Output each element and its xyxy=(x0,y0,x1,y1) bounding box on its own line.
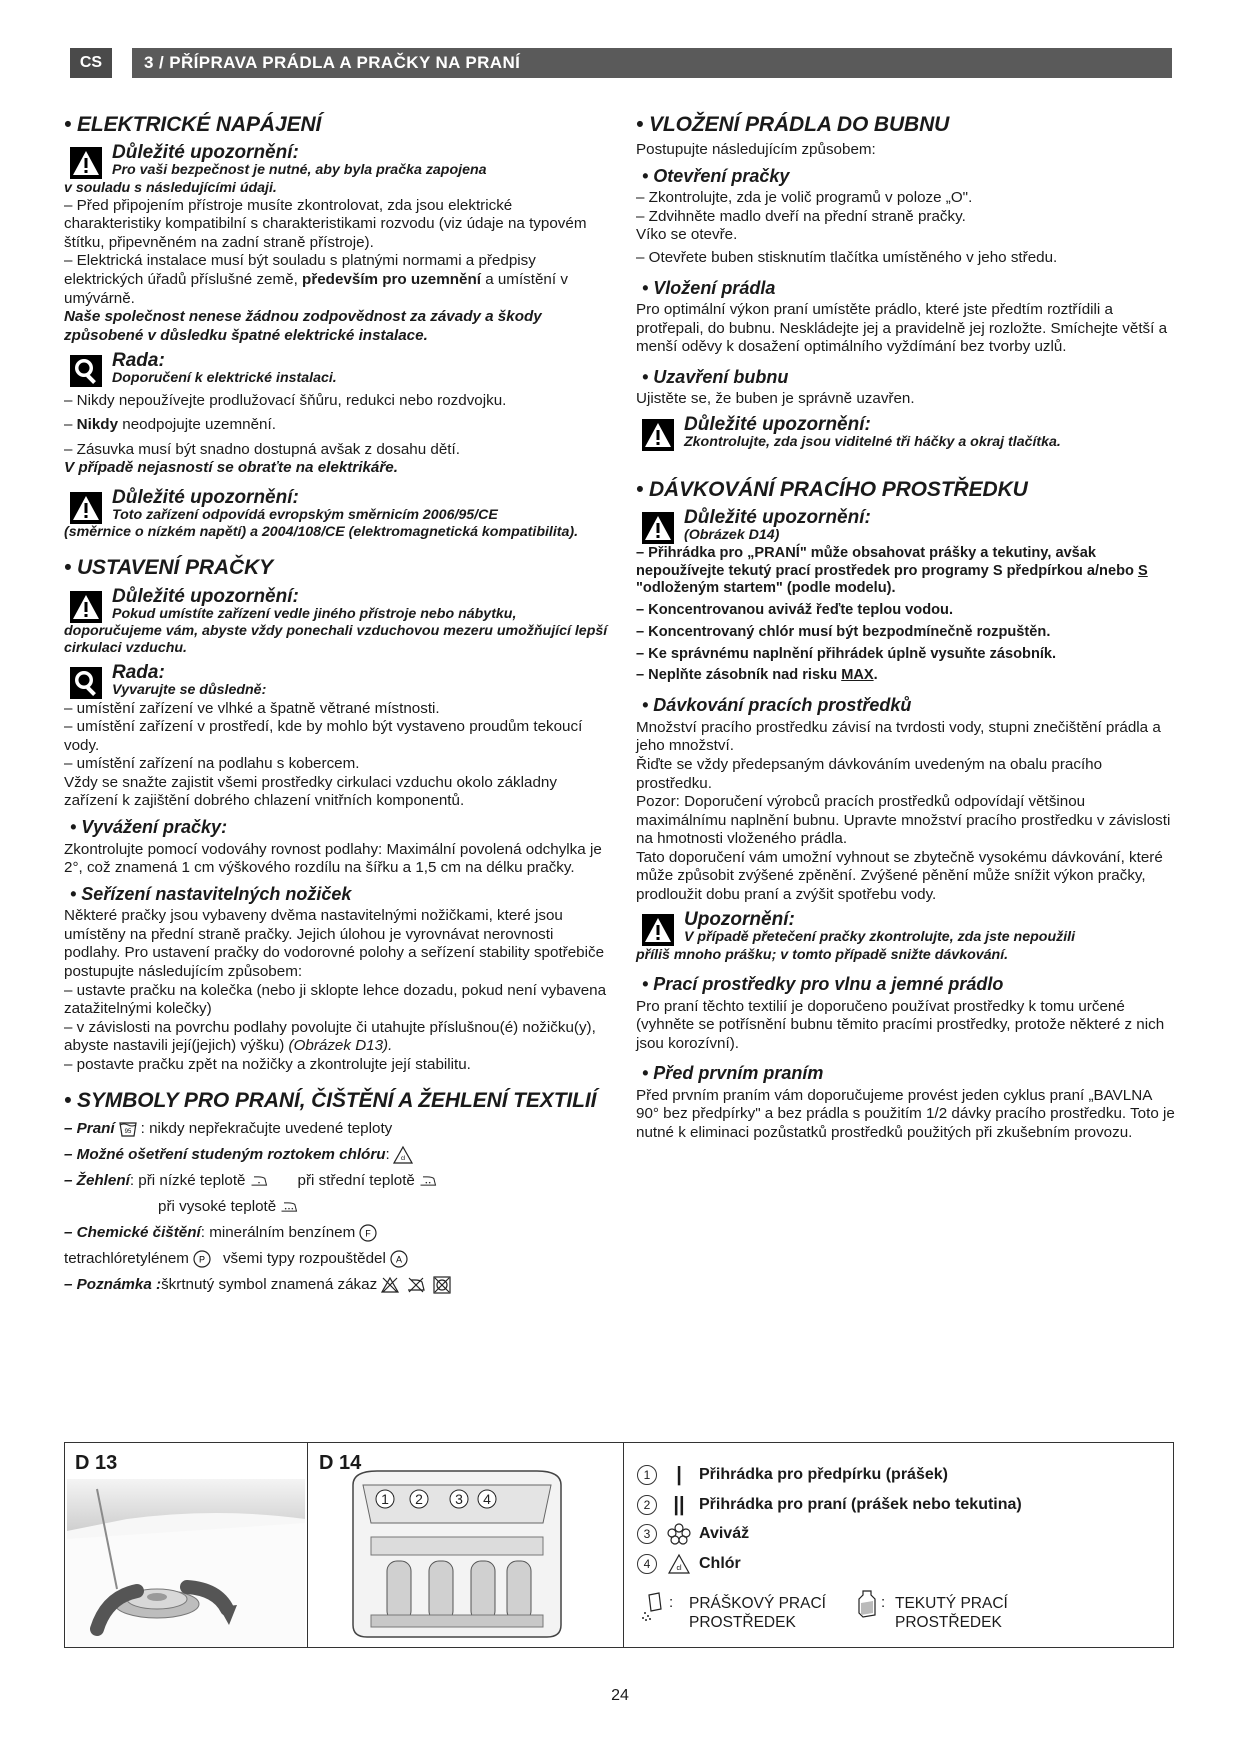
magnifier-icon xyxy=(70,667,102,699)
svg-text:1: 1 xyxy=(381,1491,389,1507)
list-item: – Nikdy neodpojujte uzemnění. xyxy=(64,416,276,434)
detergent-drawer-illustration xyxy=(347,1465,567,1643)
section-title-symbols: • SYMBOLY PRO PRANÍ, ČIŠTĚNÍ A ŽEHLENÍ TEXTILIÍ xyxy=(64,1089,597,1113)
paragraph: – postavte pračku zpět na nožičky a zkontrolujte její stabilitu. xyxy=(64,1055,471,1073)
chlorine-triangle-icon xyxy=(393,1145,413,1165)
dryclean-f-icon xyxy=(358,1223,378,1243)
dryclean-a-icon xyxy=(389,1249,409,1269)
note-body: V případě přetečení pračky zkontrolujte, zda jste nepoužili xyxy=(684,929,1076,946)
paragraph: Pozor: Doporučení výrobců pracích prostředků odpovídají většinou maximálnímu naplnění bubnu. Upravte množství pracího prostředku v závislosti na hmotnosti vloženého prádla. xyxy=(636,793,1171,848)
note-title: Rada: xyxy=(112,350,165,372)
paragraph: – v závislosti na povrchu podlahy povolujte či utahujte příslušnou(é) nožičku(y), abyste nastavili její(jejich) výšku) (Obrázek D13). xyxy=(64,1018,596,1055)
note-title: Důležité upozornění: xyxy=(112,585,299,607)
warning-note xyxy=(64,587,610,658)
note-body-cont: (směrnice o nízkém napětí) a 2004/108/CE (elektromagnetická kompatibilita). xyxy=(64,524,579,540)
section-title-installation: • USTAVENÍ PRAČKY xyxy=(64,556,274,580)
symbol-row: tetrachlóretylénem P všemi typy rozpouštědel A xyxy=(64,1249,610,1269)
note-body: (Obrázek D14) xyxy=(684,527,780,544)
paragraph: Řiďte se vždy předepsaným dávkováním uvedeným na obalu pracího prostředku. xyxy=(636,755,1103,792)
figure-label-d14: D 14 xyxy=(319,1452,362,1474)
paragraph: – Přihrádka pro „PRANÍ" může obsahovat prášky a tekutiny, avšak nepoužívejte tekutý prací prostředek pro programy S předpírkou a/nebo S "odloženým startem" (podle modelu). xyxy=(636,544,1148,597)
paragraph: Pro optimální výkon praní umístěte prádlo, které jste předtím roztřídili a protřepali, do bubnu. Neskládejte jej a pravidelně jej rozložte. Smíchejte větší a menší oděvy k dosažení optimálního vyždímání bez tvorby uzlů. xyxy=(636,301,1168,356)
note-body: Toto zařízení odpovídá evropským směrnicím 2006/95/CE xyxy=(112,506,498,523)
warning-note xyxy=(64,143,610,197)
machine-foot-illustration xyxy=(67,1479,305,1647)
svg-text:2: 2 xyxy=(415,1491,423,1507)
paragraph: – Neplňte zásobník nad risku MAX. xyxy=(636,667,878,684)
note-title: Důležité upozornění: xyxy=(684,507,871,529)
page-header: 3 / PŘÍPRAVA PRÁDLA A PRAČKY NA PRANÍ xyxy=(132,48,1172,78)
note-body-cont: doporučujeme vám, abyste vždy ponechali vzduchovou mezeru umožňující lepší cirkulaci vzduchu. xyxy=(64,622,608,657)
svg-text:F: F xyxy=(365,1228,371,1239)
liquid-detergent-icon xyxy=(855,1589,879,1619)
paragraph: Množství pracího prostředku závisí na tvrdosti vody, stupni znečištění prádla a jeho množství. xyxy=(636,718,1161,755)
warning-note xyxy=(636,415,1176,451)
note-title: Upozornění: xyxy=(684,909,795,931)
paragraph: – Ke správnému naplnění přihrádek úplně vysuňte zásobník. xyxy=(636,645,1057,662)
symbol-row: – Praní 95 : nikdy nepřekračujte uvedené teploty xyxy=(64,1119,610,1139)
legend-item: 4 cl Chlór xyxy=(637,1553,741,1575)
warning-note xyxy=(64,488,610,542)
iron-high-icon xyxy=(279,1197,299,1217)
chlorine-triangle-icon xyxy=(667,1553,691,1575)
paragraph: – umístění zařízení ve vlhké a špatně větrané místnosti. xyxy=(64,699,440,717)
warning-icon xyxy=(70,492,102,524)
paragraph: – Otevřete buben stisknutím tlačítka umístěného v jeho středu. xyxy=(636,248,1058,266)
legend-item: 3 Aviváž xyxy=(637,1523,749,1545)
note-body: Pro vaši bezpečnost je nutné, aby byla pračka zapojena xyxy=(112,162,487,179)
paragraph: Víko se otevře. xyxy=(636,226,738,244)
warning-icon xyxy=(642,512,674,544)
subsection-title: • Před prvním praním xyxy=(642,1063,824,1084)
figure-panel xyxy=(64,1442,1174,1648)
paragraph: – umístění zařízení v prostředí, kde by mohlo být vystaveno proudům tekoucí vody. xyxy=(64,718,583,754)
paragraph: Některé pračky jsou vybaveny dvěma nastavitelnými nožičkami, které jsou umístěny na přední straně pračky. Jejich úlohou je vyrovnávat nerovnosti podlahy. Pro ustavení pračky do vodorovné polohy a seřízení stability spotřebiče postupujte následujícím způsobem: xyxy=(64,907,605,980)
note-body: Pokud umístíte zařízení vedle jiného přístroje nebo nábytku, xyxy=(112,605,517,622)
wash-tub-icon xyxy=(118,1119,138,1139)
list-item: – Zásuvka musí být snadno dostupná avšak z dosahu dětí. xyxy=(64,440,460,458)
paragraph: – Před připojením přístroje musíte zkontrolovat, zda jsou elektrické charakteristiky kompatibilní s charakteristikami rozvodu (viz údaje na typovém štítku, připevněném na zadní straně přístroje). xyxy=(64,196,587,251)
crossed-dryclean-icon xyxy=(432,1275,452,1295)
section-title-loading: • VLOŽENÍ PRÁDLA DO BUBNU xyxy=(636,113,950,136)
liquid-label: TEKUTÝ PRACÍ PROSTŘEDEK xyxy=(895,1595,1008,1632)
warning-icon xyxy=(70,591,102,623)
powder-label: PRÁŠKOVÝ PRACÍ PROSTŘEDEK xyxy=(689,1595,826,1632)
legend-item: 1 | Přihrádka pro předpírku (prášek) xyxy=(637,1463,948,1487)
svg-text:P: P xyxy=(198,1254,205,1265)
subsection-title: • Seřízení nastavitelných nožiček xyxy=(70,883,352,904)
colon: : xyxy=(881,1594,886,1611)
paragraph: – Koncentrovanou aviváž řeďte teplou vodou. xyxy=(636,602,954,619)
note-title: Důležité upozornění: xyxy=(684,413,871,435)
paragraph: – ustavte pračku na kolečka (nebo ji sklopte lehce dozadu, pokud není vybavena zatažitelnými kolečky) xyxy=(64,981,607,1018)
paragraph: Postupujte následujícím způsobem: xyxy=(636,141,876,159)
symbol-row: – Možné ošetření studeným roztokem chlóru : cl xyxy=(64,1145,610,1165)
note-title: Rada: xyxy=(112,662,165,684)
iron-low-icon xyxy=(249,1171,269,1191)
note-title: Důležité upozornění: xyxy=(112,142,299,164)
tip-note xyxy=(64,351,610,387)
warning-note xyxy=(636,910,1176,964)
svg-text:cl: cl xyxy=(676,1565,682,1572)
warning-icon xyxy=(642,914,674,946)
subsection-title: • Prací prostředky pro vlnu a jemné prádlo xyxy=(642,973,1004,994)
subsection-title: • Dávkování pracích prostředků xyxy=(642,695,912,716)
paragraph: – umístění zařízení na podlahu s kobercem. xyxy=(64,755,360,773)
section-title-dosing: • DÁVKOVÁNÍ PRACÍHO PROSTŘEDKU xyxy=(636,478,1028,502)
paragraph: Tato doporučení vám umožní vyhnout se zbytečně vysokému dávkování, které může způsobit zvýšené zpěnění. Zvýšené pěnění může snížit výkon pračky, prodloužit dobu praní a zvýšit spotřebu vody. xyxy=(636,848,1163,903)
warning-icon xyxy=(642,419,674,451)
iron-medium-icon xyxy=(418,1171,438,1191)
note-body: Vyvarujte se důsledně: xyxy=(112,682,267,699)
prewash-bar-icon: | xyxy=(676,1464,682,1486)
paragraph: – Zkontrolujte, zda je volič programů v poloze „O". xyxy=(636,189,973,207)
subsection-title: • Vložení prádla xyxy=(642,277,776,298)
colon: : xyxy=(669,1594,674,1611)
subsection-title: • Vyvážení pračky: xyxy=(70,817,228,838)
paragraph: V případě nejasností se obraťte na elektrikáře. xyxy=(64,459,398,477)
paragraph: – Koncentrovaný chlór musí být bezpodmínečně rozpuštěn. xyxy=(636,623,1051,640)
subsection-title: • Uzavření bubnu xyxy=(642,366,789,387)
paragraph: – Zdvihněte madlo dveří na přední straně pračky. xyxy=(636,207,966,225)
svg-text:3: 3 xyxy=(455,1491,463,1507)
right-column xyxy=(636,112,1176,1142)
svg-text:cl: cl xyxy=(400,1156,405,1163)
note-body-cont: v souladu s následujícími údaji. xyxy=(64,179,277,196)
powder-detergent-icon xyxy=(639,1591,667,1621)
language-badge: CS xyxy=(70,48,112,78)
warning-icon xyxy=(70,147,102,179)
note-title: Důležité upozornění: xyxy=(112,486,299,508)
paragraph: Zkontrolujte pomocí vodováhy rovnost podlahy: Maximální povolená odchylka je 2°, což znamená 1 cm výškového rozdílu na šířku a 1,5 cm na délku pračky. xyxy=(64,840,602,877)
symbol-row: – Žehlení : při nízké teplotě při střední teplotě xyxy=(64,1171,610,1191)
subsection-title: • Otevření pračky xyxy=(642,165,790,186)
symbol-row: – Poznámka : škrtnutý symbol znamená zákaz xyxy=(64,1275,610,1295)
crossed-iron-icon xyxy=(406,1275,426,1295)
symbol-row: – Chemické čištění : minerálním benzínem F xyxy=(64,1223,610,1243)
note-body-cont: příliš mnoho prášku; v tomto případě snižte dávkování. xyxy=(636,946,1009,963)
svg-text:A: A xyxy=(395,1254,402,1265)
figure-label-d13: D 13 xyxy=(75,1452,118,1474)
paragraph: Před prvním praním vám doporučujeme provést jeden cyklus praní „BAVLNA 90° bez předpírky" a bez prádla s použitím 1/2 dávky pracího prostředku. Toto je nutné k eliminaci pozůstatků prostředků použitých při zkušebním provozu. xyxy=(636,1086,1175,1141)
note-body: Doporučení k elektrické instalaci. xyxy=(112,370,337,387)
wash-double-bar-icon: || xyxy=(673,1494,685,1516)
paragraph: Ujistěte se, že buben je správně uzavřen. xyxy=(636,390,915,408)
crossed-triangle-icon xyxy=(380,1275,400,1295)
warning-note xyxy=(636,508,1176,544)
tip-note xyxy=(64,663,610,699)
note-body: Zkontrolujte, zda jsou viditelné tři háčky a okraj tlačítka. xyxy=(684,433,1061,450)
list-item: – Nikdy nepoužívejte prodlužovací šňůru, redukci nebo rozdvojku. xyxy=(64,391,507,409)
legend-item: 2 || Přihrádka pro praní (prášek nebo tekutina) xyxy=(637,1493,1022,1517)
svg-text:4: 4 xyxy=(483,1491,491,1507)
paragraph: – Elektrická instalace musí být souladu s platnými normami a předpisy elektrických úřadů příslušné země, především pro uzemnění a umístění v umývárně. xyxy=(64,252,568,307)
left-column xyxy=(64,112,610,1295)
magnifier-icon xyxy=(70,355,102,387)
paragraph: Naše společnost nenese žádnou zodpovědnost za závady a škody způsobené v důsledku špatné elektrické instalace. xyxy=(64,308,542,344)
dryclean-p-icon xyxy=(192,1249,212,1269)
paragraph: Pro praní těchto textilií je doporučeno používat prostředky k tomu určené (vyhněte se potřísnění bubnu těmito pracími prostředky, protože některé z nich jsou korozívní). xyxy=(636,997,1165,1052)
flower-softener-icon xyxy=(667,1523,691,1545)
paragraph: Vždy se snažte zajistit všemi prostředky cirkulaci vzduchu okolo základny zařízení k zajištění dobrého chlazení vnitřních komponentů. xyxy=(64,773,557,810)
page-number: 24 xyxy=(611,1687,629,1704)
svg-text:95: 95 xyxy=(124,1129,131,1136)
section-title-power: • ELEKTRICKÉ NAPÁJENÍ xyxy=(64,113,322,136)
symbol-row: při vysoké teplotě xyxy=(158,1197,610,1217)
